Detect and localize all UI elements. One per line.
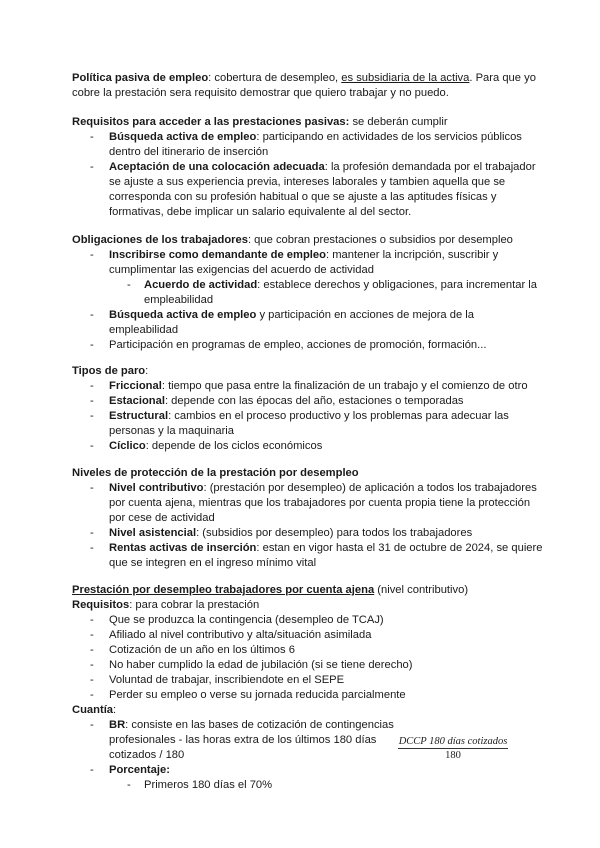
list-item: - Porcentaje: <box>72 763 544 778</box>
requisitos-section <box>72 115 544 220</box>
formula-numerator: DCCP 180 días cotizados <box>398 736 508 747</box>
obligaciones-list <box>72 248 544 353</box>
obligaciones-section <box>72 233 544 353</box>
subsidiaria-link: es subsidiaria de la activa <box>341 72 470 84</box>
formula-denominator: 180 <box>445 750 461 761</box>
list-item: - Nivel asistencial: (subsidios por desempleo) para todos los trabajadores <box>72 526 544 541</box>
list-item: - Estructural: cambios en el proceso productivo y los problemas para adecuar las personas y la maquinaria <box>72 409 544 439</box>
tipos-list <box>72 379 544 454</box>
list-item: - Participación en programas de empleo, acciones de promoción, formación... <box>72 338 544 353</box>
niveles-list <box>72 481 544 571</box>
list-item: - Aceptación de una colocación adecuada: la profesión demandada por el trabajador se ajuste a sus experiencia previa, intereses laborales y tambien aquella que se corresponda con su profesión habitual o que se ajuste a las aptitudes físicas y formativas, debe implicar un salario equivalente al del sector. <box>72 160 544 220</box>
prestacion-section <box>72 583 544 793</box>
niveles-section <box>72 466 544 571</box>
politica-paragraph: Política pasiva de empleo: cobertura de desempleo, es subsidiaria de la activa. Para que yo cobre la prestación sera requisito demostrar que quiero trabajar y no puedo. <box>72 72 536 99</box>
list-item: - Estacional: depende con las épocas del año, estaciones o temporadas <box>72 394 544 409</box>
tipos-section <box>72 364 544 454</box>
list-item: - Voluntad de trabajar, inscribiendote en el SEPE <box>72 673 544 688</box>
list-item: - Afiliado al nivel contributivo y alta/situación asimilada <box>72 628 544 643</box>
list-item: - No haber cumplido la edad de jubilación (si se tiene derecho) <box>72 658 544 673</box>
requisitos-heading: Requisitos para acceder a las prestaciones pasivas: se deberán cumplir <box>72 116 448 128</box>
list-item: - Rentas activas de inserción: estan en vigor hasta el 31 de octubre de 2024, se quiere que se integren en el ingreso mínimo vital <box>72 541 544 571</box>
prestacion-requisitos-list <box>72 613 544 703</box>
tipos-heading: Tipos de paro: <box>72 365 149 377</box>
niveles-heading: Niveles de protección de la prestación por desempleo <box>72 467 359 479</box>
sub-list-item: - Acuerdo de actividad: establece derechos y obligaciones, para incrementar la empleabilidad <box>72 278 544 308</box>
list-item: - Friccional: tiempo que pasa entre la finalización de un trabajo y el comienzo de otro <box>72 379 544 394</box>
formula-fraction <box>398 736 508 761</box>
politica-section <box>72 71 544 101</box>
list-item: - BR: consiste en las bases de cotización de contingencias profesionales - las horas extra de los últimos 180 días cotizados / 180 <box>72 718 409 763</box>
list-item: - Búsqueda activa de empleo y participación en acciones de mejora de la empleabilidad <box>72 308 544 338</box>
cuantia-heading: Cuantía: <box>72 704 117 716</box>
politica-title: Política pasiva de empleo <box>72 72 209 84</box>
requisitos-list <box>72 130 544 220</box>
list-item: - Que se produzca la contingencia (desempleo de TCAJ) <box>72 613 544 628</box>
list-item: - Cotización de un año en los últimos 6 <box>72 643 544 658</box>
sub-list-item: - Primeros 180 días el 70% <box>72 778 544 793</box>
prestacion-heading: Prestación por desempleo trabajadores por cuenta ajena (nivel contributivo) <box>72 584 469 596</box>
obligaciones-heading: Obligaciones de los trabajadores: que cobran prestaciones o subsidios por desempleo <box>72 234 513 246</box>
prestacion-requisitos-heading: Requisitos: para cobrar la prestación <box>72 599 260 611</box>
list-item: - Búsqueda activa de empleo: participando en actividades de los servicios públicos dentro del itinerario de inserción <box>72 130 544 160</box>
list-item: - Inscribirse como demandante de empleo: mantener la incripción, suscribir y cumplimentar las exigencias del acuerdo de actividad <box>72 248 544 278</box>
list-item: - Nivel contributivo: (prestación por desempleo) de aplicación a todos los trabajadores por cuenta ajena, mientras que los trabajadores por cuenta propia tiene la protección por cese de actividad <box>72 481 544 526</box>
list-item: - Perder su empleo o verse su jornada reducida parcialmente <box>72 688 544 703</box>
list-item: - Cíclico: depende de los ciclos económicos <box>72 439 544 454</box>
